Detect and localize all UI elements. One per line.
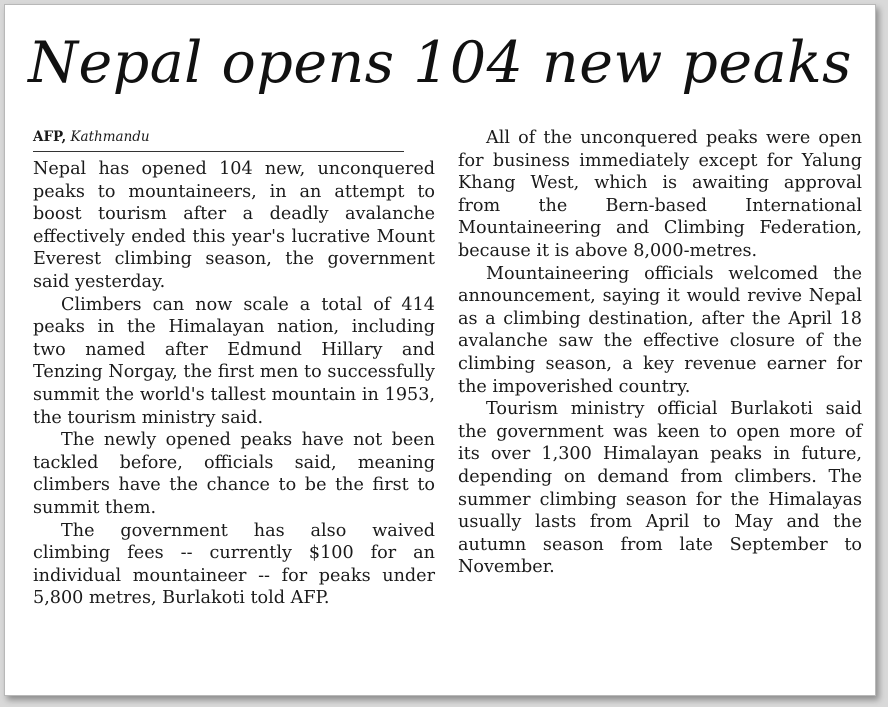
byline-agency: AFP, [33,129,67,145]
paragraph: Climbers can now scale a total of 414 peaks in the Himalayan nation, including two named after Edmund Hillary and Tenzing Norgay, the first men to successfully summit the world's tallest mountain in 1953, the tourism ministry said. [33,294,435,428]
paragraph: The newly opened peaks have not been tackled before, officials said, meaning climbers have the chance to be the first to summit them. [33,430,435,518]
paragraph: Nepal has opened 104 new, unconquered peaks to mountaineers, in an attempt to boost tourism after a deadly avalanche effectively ended this year's lucrative Mount Everest climbing season, the government said yesterday. [33,159,435,292]
paragraph: Tourism ministry official Burlakoti said the government was keen to open more of its over 1,300 Himalayan peaks in future, depending on demand from climbers. The summer climbing season for the Himalayas usually lasts from April to May and the autumn season from late September to November. [458,399,862,578]
paragraph: All of the unconquered peaks were open for business immediately except for Yalung Khang West, which is awaiting approval from the Bern-based International Mountaineering and Climbing Federation, because it is above 8,000-metres. [458,128,862,261]
headline: Nepal opens 104 new peaks [28,30,852,96]
right-column [458,127,862,579]
byline [33,127,404,152]
byline-location: Kathmandu [70,129,150,145]
left-column [33,127,435,610]
newspaper-clipping [4,4,876,696]
paragraph: The government has also waived climbing fees -- currently $100 for an individual mountaineer -- for peaks under 5,800 metres, Burlakoti told AFP. [33,520,435,609]
paragraph: Mountaineering officials welcomed the announcement, saying it would revive Nepal as a climbing destination, after the April 18 avalanche saw the effective closure of the climbing season, a key revenue earner for the impoverished country. [458,263,862,397]
